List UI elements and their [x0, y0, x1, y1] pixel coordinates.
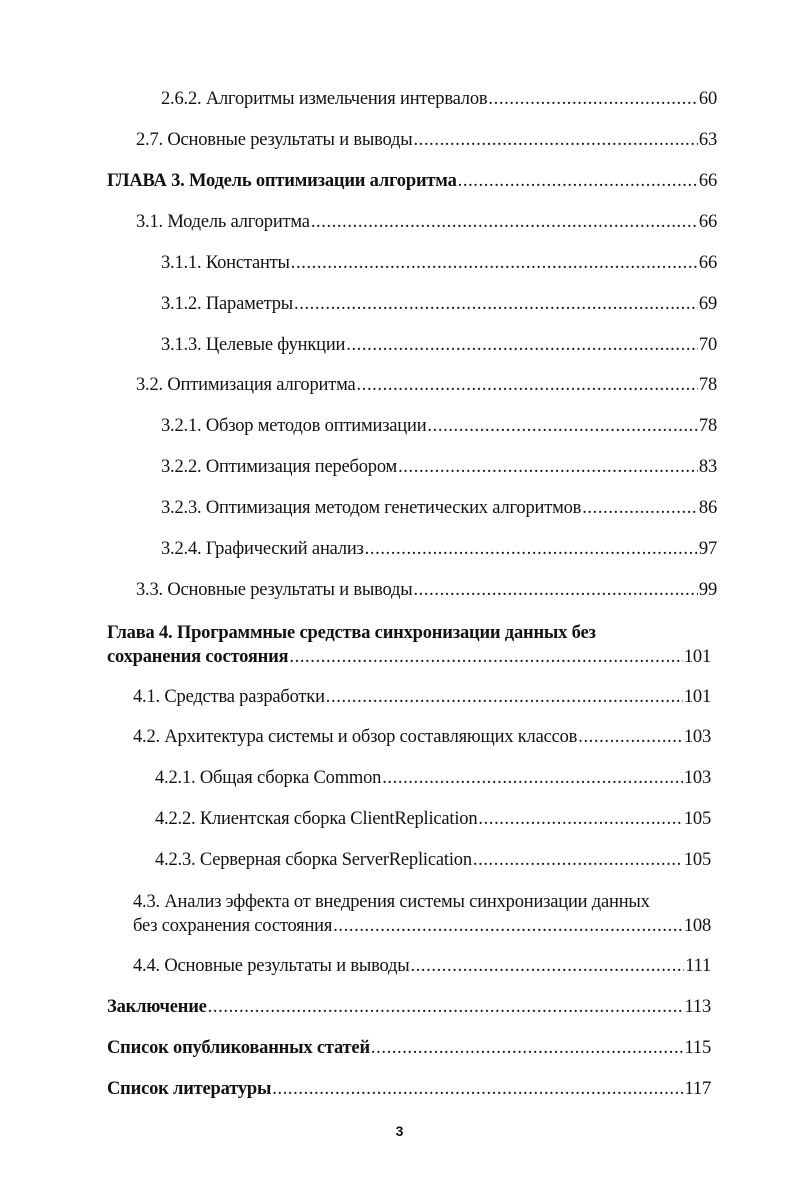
- dot-leader: [371, 1036, 684, 1060]
- toc-entry-title: 2.6.2. Алгоритмы измельчения интервалов: [161, 89, 488, 109]
- dot-leader: [473, 848, 683, 872]
- toc-entry-2-6-2[interactable]: [161, 87, 717, 111]
- dot-leader: [427, 414, 697, 438]
- toc-entry-title: 3.3. Основные результаты и выводы: [136, 580, 413, 600]
- toc-entry-title: Список опубликованных статей: [107, 1038, 370, 1058]
- dot-leader: [294, 292, 698, 316]
- toc-entry-page: 69: [698, 294, 717, 314]
- dot-leader: [413, 128, 697, 152]
- toc-entry-title: 3.2. Оптимизация алгоритма: [136, 375, 356, 395]
- toc-entry-4-2-2[interactable]: [155, 807, 711, 831]
- toc-entry-page: 97: [698, 539, 717, 559]
- toc-entry-page: 66: [698, 171, 717, 191]
- toc-entry-3-1-3[interactable]: [161, 333, 717, 357]
- toc-entry-title: 4.2.3. Серверная сборка ServerReplication: [155, 850, 472, 870]
- toc-entry-page: 66: [698, 212, 717, 232]
- toc-entry-title: 4.2.2. Клиентская сборка ClientReplication: [155, 809, 478, 829]
- dot-leader: [326, 685, 683, 709]
- dot-leader: [478, 807, 682, 831]
- toc-entry-3-2-4[interactable]: [161, 537, 717, 561]
- toc-entry-3-2-1[interactable]: [161, 414, 717, 438]
- toc-entry-4-2-3[interactable]: [155, 848, 711, 872]
- toc-entry-title: Список литературы: [107, 1079, 272, 1099]
- dot-leader: [272, 1077, 683, 1101]
- toc-entry-title: 2.7. Основные результаты и выводы: [136, 130, 413, 150]
- toc-entry-title: 4.4. Основные результаты и выводы: [133, 956, 410, 976]
- toc-entry-4-1[interactable]: [133, 685, 711, 709]
- toc-entry-title: ГЛАВА 3. Модель оптимизации алгоритма: [107, 171, 457, 191]
- toc-entry-4-4[interactable]: [133, 954, 711, 978]
- toc-entry-3-2-2[interactable]: [161, 455, 717, 479]
- toc-entry-title: без сохранения состояния: [133, 916, 333, 936]
- dot-leader: [357, 373, 698, 397]
- toc-entry-title: 3.1.3. Целевые функции: [161, 335, 346, 355]
- toc-entry-chapter-3[interactable]: [107, 169, 717, 193]
- toc-entry-page: 101: [683, 687, 711, 707]
- toc-entry-page: 115: [684, 1038, 711, 1058]
- toc-entry-title: 3.2.2. Оптимизация перебором: [161, 457, 398, 477]
- dot-leader: [582, 496, 698, 520]
- toc-entry-title: сохранения состояния: [107, 647, 289, 667]
- toc-entry-3-1-2[interactable]: [161, 292, 717, 316]
- toc-entry-references[interactable]: [107, 1077, 711, 1101]
- toc-entry-page: 99: [698, 580, 717, 600]
- toc-entry-title: 3.2.1. Обзор методов оптимизации: [161, 416, 427, 436]
- dot-leader: [289, 645, 682, 669]
- toc-entry-title: 3.1.1. Константы: [161, 253, 290, 273]
- toc-entry-page: 103: [683, 768, 711, 788]
- toc-entry-title: 3.2.3. Оптимизация методом генетических алгоритмов: [161, 498, 582, 518]
- toc-entry-page: 103: [683, 727, 711, 747]
- dot-leader: [382, 766, 683, 790]
- toc-entry-publications[interactable]: [107, 1036, 711, 1060]
- toc-entry-chapter-4[interactable]: [107, 621, 711, 669]
- dot-leader: [398, 455, 698, 479]
- toc-entry-3-3[interactable]: [136, 578, 717, 602]
- dot-leader: [365, 537, 698, 561]
- dot-leader: [291, 251, 698, 275]
- toc-entry-2-7[interactable]: [136, 128, 717, 152]
- toc-entry-page: 60: [698, 89, 717, 109]
- toc-entry-page: 70: [698, 335, 717, 355]
- toc-entry-page: 108: [683, 916, 711, 936]
- dot-leader: [311, 210, 698, 234]
- toc-entry-title-line1: Глава 4. Программные средства синхронизации данных без: [107, 623, 596, 643]
- toc-entry-page: 83: [698, 457, 717, 477]
- toc-entry-page: 78: [698, 416, 717, 436]
- dot-leader: [578, 725, 683, 749]
- dot-leader: [410, 954, 684, 978]
- dot-leader: [413, 578, 697, 602]
- toc-entry-4-2-1[interactable]: [155, 766, 711, 790]
- toc-entry-title: 3.1. Модель алгоритма: [136, 212, 310, 232]
- toc-entry-title: Заключение: [107, 997, 207, 1017]
- toc-entry-page: 86: [698, 498, 717, 518]
- toc-entry-title-line1: 4.3. Анализ эффекта от внедрения системы синхронизации данных: [133, 892, 650, 912]
- toc-entry-conclusion[interactable]: [107, 995, 711, 1019]
- toc-entry-3-1[interactable]: [136, 210, 717, 234]
- dot-leader: [208, 995, 684, 1019]
- toc-entry-page: 117: [684, 1079, 711, 1099]
- toc-entry-page: 101: [683, 647, 711, 667]
- toc-entry-page: 113: [684, 997, 711, 1017]
- toc-entry-3-2-3[interactable]: [161, 496, 717, 520]
- toc-entry-title: 4.1. Средства разработки: [133, 687, 325, 707]
- toc-entry-title: 4.2.1. Общая сборка Common: [155, 768, 382, 788]
- toc-entry-page: 105: [683, 850, 711, 870]
- dot-leader: [346, 333, 698, 357]
- toc-entry-3-1-1[interactable]: [161, 251, 717, 275]
- toc-entry-title: 4.2. Архитектура системы и обзор составляющих классов: [133, 727, 578, 747]
- toc-entry-page: 111: [685, 956, 711, 976]
- toc-entry-page: 78: [698, 375, 717, 395]
- toc-entry-3-2[interactable]: [136, 373, 717, 397]
- toc-entry-4-2[interactable]: [133, 725, 711, 749]
- toc-entry-page: 66: [698, 253, 717, 273]
- toc-entry-title: 3.1.2. Параметры: [161, 294, 293, 314]
- dot-leader: [488, 87, 697, 111]
- toc-entry-page: 63: [698, 130, 717, 150]
- toc-entry-4-3[interactable]: [133, 890, 711, 938]
- dot-leader: [333, 914, 683, 938]
- page-number: 3: [395, 1123, 404, 1139]
- dot-leader: [458, 169, 698, 193]
- toc-entry-title: 3.2.4. Графический анализ: [161, 539, 364, 559]
- toc-entry-page: 105: [683, 809, 711, 829]
